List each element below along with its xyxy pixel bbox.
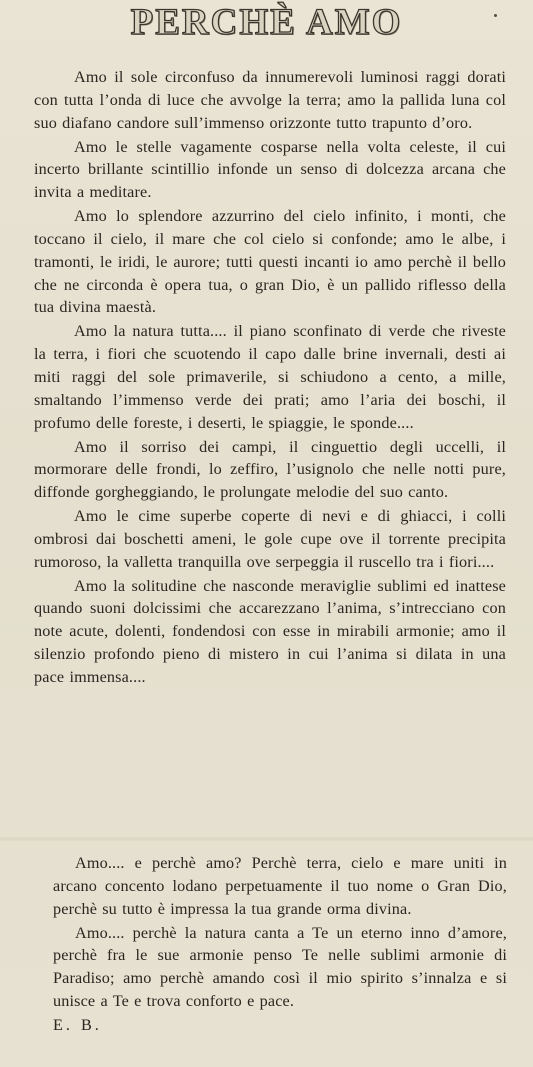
paragraph-cielo: Amo lo splendore azzurrino del cielo infinito, i monti, che toccano il cielo, il mare che col cielo si confonde; amo le albe, i tramonti, le iridi, le aurore; tutti questi incanti io amo perchè il bello che ne circonda è opera tua, o gran Dio, è un pallido riflesso della tua divina maestà.: [34, 207, 506, 317]
signature: E. B.: [53, 1015, 102, 1034]
paragraph-inno: Amo.... perchè la natura canta a Te un eterno inno d’amore, perchè fra le sue armonie penso Te nelle sublimi armonie di Paradiso; amo perchè amando così il mio spirito s’innalza e si unisce a Te e trova conforto e pace.: [53, 923, 507, 1010]
paragraph-sole: Amo il sole circonfuso da innumerevoli luminosi raggi dorati con tutta l’onda di luce che avvolge la terra; amo la pallida luna col suo diafano candore sull’immenso orizzonte tutto trapunto d’oro.: [34, 68, 506, 132]
closing-text: [53, 852, 507, 1038]
paragraph-cime: Amo le cime superbe coperte di nevi e di ghiacci, i colli ombrosi dai boschetti ameni, le gole cupe ove il torrente precipita rumoroso, la valletta tranquilla ove serpeggia il ruscello tra i fiori....: [34, 507, 506, 571]
paragraph-campi: Amo il sorriso dei campi, il cinguettio degli uccelli, il mormorare delle frondi, lo zeffiro, l’usignolo che nelle notti pure, diffonde gorgheggiando, le prolungate melodie del suo canto.: [34, 437, 506, 502]
paragraph-perche: Amo.... e perchè amo? Perchè terra, cielo e mare uniti in arcano concento lodano perpetuamente il tuo nome o Gran Dio, perchè su tutto è impressa la tua grande orma divina.: [53, 854, 507, 918]
paragraph-solitudine: Amo la solitudine che nasconde meraviglie sublimi ed inattese quando suoni dolcissimi che accarezzano l’anima, s’intrecciano con note acute, dolenti, fondendosi con esse in mirabili armonie; amo il silenzio profondo pieno di mistero in cui l’anima si dilata in una pace immensa....: [34, 576, 506, 686]
paragraph-stelle: Amo le stelle vagamente cosparse nella volta celeste, il cui incerto brillante scintillio infonde un senso di dolcezza arcana che invita a meditare.: [34, 137, 506, 202]
main-text: [34, 66, 506, 690]
page-fold: [0, 836, 533, 842]
paragraph-natura: Amo la natura tutta.... il piano sconfinato di verde che riveste la terra, i fiori che scuotendo il capo dalle brine invernali, desti ai miti raggi del sole primaverile, si schiudono a cento, a mille, smaltando l’immenso verde dei prati; amo l’aria dei boschi, il profumo delle foreste, i deserti, le spiaggie, le sponde....: [34, 322, 506, 432]
page-title: PERCHÈ AMO: [130, 2, 403, 43]
print-speck: [494, 14, 497, 17]
